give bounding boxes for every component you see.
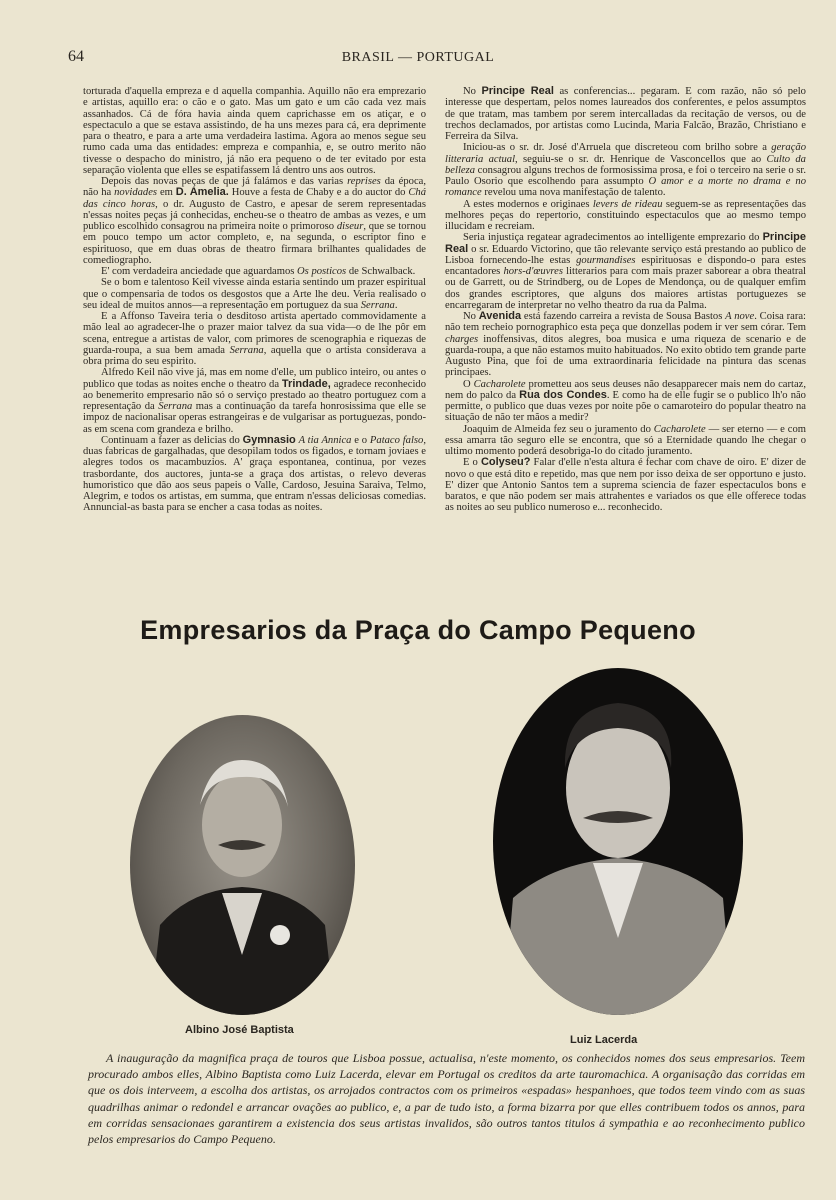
text-run: — ser eterno — e com essa amarra tão seguro elle se encontra, que só a Eternidade quando lhe chegar o ultimo momento poderá desobriga-lo do citado juramento.	[445, 423, 807, 457]
theatre-name: Trindade,	[281, 377, 331, 390]
paragraph	[445, 86, 806, 142]
text-run: Joaquim de Almeida fez seu o juramento do	[463, 423, 654, 435]
paragraph	[83, 367, 426, 435]
portrait-luiz-lacerda	[493, 668, 743, 1015]
paragraph	[445, 379, 806, 424]
theatre-name: Colyseu?	[480, 456, 531, 469]
italic-title: Serrana	[360, 299, 395, 311]
paragraph	[83, 86, 426, 176]
text-run: O	[463, 378, 474, 390]
text-run: litterarios para com mais prazer saborear a obra theatral ou de Garrett, ou de Strindberg, ou de Lopes de Mendonça, ou de qualquer emfim dos grandes escriptores, que alguns dos maiores artistas portuguezes se encarregaram de interpretar no velho theatro da rua da Palma.	[445, 266, 806, 311]
italic-title: Serrana	[229, 344, 264, 356]
portrait-albino-jose-baptista	[130, 715, 355, 1015]
text-run: , duas fabricas de gargalhadas, que desopilam todos os figados, e tornam joviaes e alegres todos os macambuzios. A' graça espontanea, continua, por vezes trasbordante, dos auctores, junta-se a graça dos artistas, o relevo deveras humoristico que dão aos seus papeis o Valle, Cardoso, Jesuina Saraiva, Telmo, Alegrim, e todos os artistas, em summa, que entram n'essas deliciosas comedias. Annuncial-as basta para se encher a casa todas as noites.	[83, 434, 426, 514]
portrait-caption: Luiz Lacerda	[570, 1034, 638, 1046]
theatre-name: Principe Real	[445, 231, 806, 255]
text-run: , aquella que o artista considerava a obra prima do seu espirito.	[83, 344, 426, 367]
text-run: .	[394, 299, 398, 311]
text-run: prometteu aos seus deuses não desapparecer mais nem do cartaz, nem do palco da	[445, 378, 806, 401]
italic-title: Serrana	[158, 401, 193, 412]
text-run: torturada d'aquella empreza e d aquella companhia. Aquillo não era emprezario e artistas, aquillo era: o cão e o gato. Mas um gato e um cão cada vez mais assanhados. Cá de fóra havia ainda quem caprichasse em os atiçar, e o espectaculo a que se estava assistindo, de ha uns mezes para cá, era deprimente para o theatro, e para a arte uma verdadeira lastima. Agora ao menos segue seu rumo cada uma das entidades: empreza e companhia, e, se outro merito não tivesse o despacho do ministro, já não era pequeno o de ter evitado por esta separação violenta que elles se espatifassem lá dentro uns aos outros.	[83, 86, 426, 176]
italic-title: charges	[445, 333, 479, 345]
italic-title: novidades	[114, 187, 158, 199]
italic-title: Cacharolete	[473, 378, 526, 390]
text-run: , seguiu-se o sr. dr. Henrique de Vasconcellos que ao	[515, 153, 767, 165]
right-column	[445, 86, 806, 514]
theatre-name: Avenida	[478, 310, 522, 322]
theatre-name: Gymnasio	[242, 433, 296, 446]
paragraph	[445, 232, 806, 311]
italic-title: Os posticos	[297, 266, 347, 277]
text-run: Houve a festa de Chaby e a do auctor do	[228, 187, 409, 199]
italic-title: Culto da belleza	[445, 153, 806, 176]
paragraph	[83, 435, 426, 514]
text-run: mas a continuação da tarefa honrosissima que elle se impoz de nacionalisar operas estrangeiras e de vulgarisar as portuguezas, pondo-as em scena com grandeza e brilho.	[83, 401, 426, 435]
text-run: consagrou alguns trechos de formosissima prosa, e foi o terceiro na serie o sr. Paulo Osorio que escolhendo para assumpto	[445, 164, 806, 187]
text-run: Se o bom e talentoso Keil vivesse ainda estaria sentindo um prazer espiritual que o compensaria de todos os desgostos que a Arte lhe deu. Veria realisado o seu ideal de muitos annos—a representação em portuguez da sua	[83, 277, 426, 311]
paragraph	[445, 199, 806, 233]
paragraph	[445, 142, 806, 198]
text-run: No	[463, 86, 482, 97]
italic-title: Pataco falso	[369, 434, 424, 446]
text-run: de Schwalback.	[346, 266, 416, 277]
paragraph	[445, 457, 806, 513]
italic-title: reprises	[347, 176, 381, 187]
text-run: , o dr. Augusto de Castro, e apesar de serem representadas n'essas noites peças já conhecidas, encheu-se o theatro de ambas as vezes, e um publico escolhido consagrou na primeira noite o primoroso	[83, 198, 426, 232]
text-run: E' com verdadeira anciedade que aguardamos	[101, 266, 298, 277]
italic-title: Chá das cinco horas	[83, 187, 427, 210]
text-run: . Coisa rara: não tem recheio pornographico esta peça que donzellas podem ir ver sem córar. Tem	[445, 311, 806, 334]
text-run: em	[157, 187, 176, 199]
text-run: seguem-se as representações das melhores peças do repertorio, constituindo espectaculos que ao mesmo tempo illucidam e recreiam.	[445, 198, 807, 232]
theatre-name: Rua dos Condes	[519, 388, 607, 401]
feature-title: Empresarios da Praça do Campo Pequeno	[140, 615, 696, 645]
portrait-illustration	[493, 668, 743, 1015]
text-run: Depois das novas peças de que já falámos e das varias	[101, 176, 348, 187]
italic-title: gourmandises	[576, 254, 636, 266]
text-run: está fazendo carreira a revista de Sousa Bastos	[521, 311, 726, 322]
page-number: 64	[68, 48, 84, 65]
paragraph	[83, 311, 426, 367]
text-run: Continuam a fazer as delicias do	[101, 434, 243, 446]
text-run: A estes modernos e originaes	[463, 198, 593, 210]
italic-title: A tia Annica	[298, 434, 352, 446]
italic-title: Cacharolete	[653, 423, 706, 435]
italic-title: O amor e a morte no drama e no romance	[445, 176, 806, 199]
text-run: espirituosas e dispondo-o para estes encantadores	[445, 254, 806, 277]
theatre-name: Principe Real	[481, 85, 554, 97]
text-run: E o	[463, 457, 481, 469]
text-run: . E como ha de elle fugir se o publico lh'o não permitte, o publico que duas vezes por noite põe o camaroteiro do popular theatro na situação de não ter mãos a medir?	[445, 389, 806, 424]
portrait-caption: Albino José Baptista	[185, 1024, 294, 1036]
text-run: revelou uma nova manifestação de talento.	[481, 187, 666, 199]
theatre-name: D. Amelia.	[175, 186, 229, 199]
italic-title: geração litteraria actual	[445, 142, 806, 165]
paragraph	[445, 311, 806, 379]
running-title: BRASIL — PORTUGAL	[341, 50, 495, 65]
text-run: Alfredo Keil não vive já, mas em nome d'elle, um publico inteiro, ou antes o publico que todas as noites enche o theatro da	[83, 367, 426, 390]
feature-text: A inauguração da magnifica praça de touros que Lisboa possue, actualisa, n'este momento, os conhecidos nomes dos seus empresarios. Teem procurado ambos elles, Albino Baptista como Luiz Lacerda, elevar em Portugal os creditos da arte tauromachica. A organisação das corridas em que os dois interveem, a escolha dos artistas, os arrojados contractos com os primeiros «espadas» hespanhoes, que todos teem vindo com as suas quadrilhas animar o redondel e arrancar ovações ao publico, e, a par de tudo isto, a forma bizarra por que elles contribuem todos os annos, para em corridas sensacionaes garantirem a existencia dos seus artistas invalidos, são outros tantos titulos á sympathia e ao reconhecimento publico pelos empresarios do Campo Pequeno.	[88, 1051, 805, 1147]
paragraph	[83, 266, 426, 277]
text-run: e o	[351, 434, 370, 446]
italic-title: A nove	[725, 311, 755, 322]
text-run: o sr. Eduardo Victorino, que tão relevante serviço está prestando ao publico de Lisboa fornecendo-lhe estas	[445, 243, 806, 266]
text-run: as conferencias... pegaram. E com razão, não só pelo interesse que despertam, pelos nomes laureados dos conferentes, e pelos assumptos de que tratam, mas tambem por serem intercalladas da recitação de versos, ou de trechos declamados, por artistas como Lucinda, Maria Falcão, Brazão, Christiano e Ferreira da Silva.	[445, 86, 806, 142]
italic-title: levers de rideau	[592, 198, 663, 210]
text-run: Falar d'elle n'esta altura é fechar com chave de oiro. E' dizer de novo o que está dito e repetido, mas que nem por isso deixa de ser opportuno e justo. E' dizer que Antonio Santos tem a suprema sciencia de fazer espectaculos bons e baratos, e que não podem ser mais attrahentes e variados os que elle offerece todas as noites ao seu publico numeroso e... reconhecido.	[445, 457, 806, 514]
text-run: Iniciou-as o sr. dr. José d'Arruela que discreteou com brilho sobre a	[463, 142, 772, 154]
text-run: , que se tornou em pouco tempo um actor completo, e, na segunda, o escriptor fino e espirituoso, que em duas obras de theatro firmara brilhantes qualidades de comediographo.	[83, 221, 427, 266]
text-run: E a Affonso Taveira teria o desditoso artista apertado commovidamente a mão leal ao agradecer-lhe o prazer maior talvez da sua vida—o de lhe pôr em scena, entregue a artistas de valor, com primores de scenographia e riquezas de guarda-roupa, a sua bem amada	[83, 311, 426, 356]
portrait-illustration	[130, 715, 355, 1015]
text-run: Seria injustiça regatear agradecimentos ao intelligente emprezario do	[463, 232, 763, 244]
text-run: agradece reconhecido ao benemerito empresario não só o serviço prestado ao theatro portuguez com a representação da	[83, 378, 426, 412]
text-run: da época, não ha	[83, 176, 426, 199]
paragraph	[83, 277, 426, 311]
paragraph	[83, 176, 426, 266]
paragraph	[445, 424, 806, 458]
text-run: inoffensivas, ditos alegres, boa musica e uma riqueza de scenario e de guarda-roupa, a que não estamos muito habituados. No exito obtido tem grande parte Augusto Pina, que foi de uma extraordinaria felicidade na pintura das scenas principaes.	[445, 333, 806, 379]
text-run: No	[463, 311, 479, 322]
left-column	[83, 86, 426, 514]
italic-title: diseur	[336, 221, 364, 232]
italic-title: hors-d'œuvres	[503, 266, 563, 277]
